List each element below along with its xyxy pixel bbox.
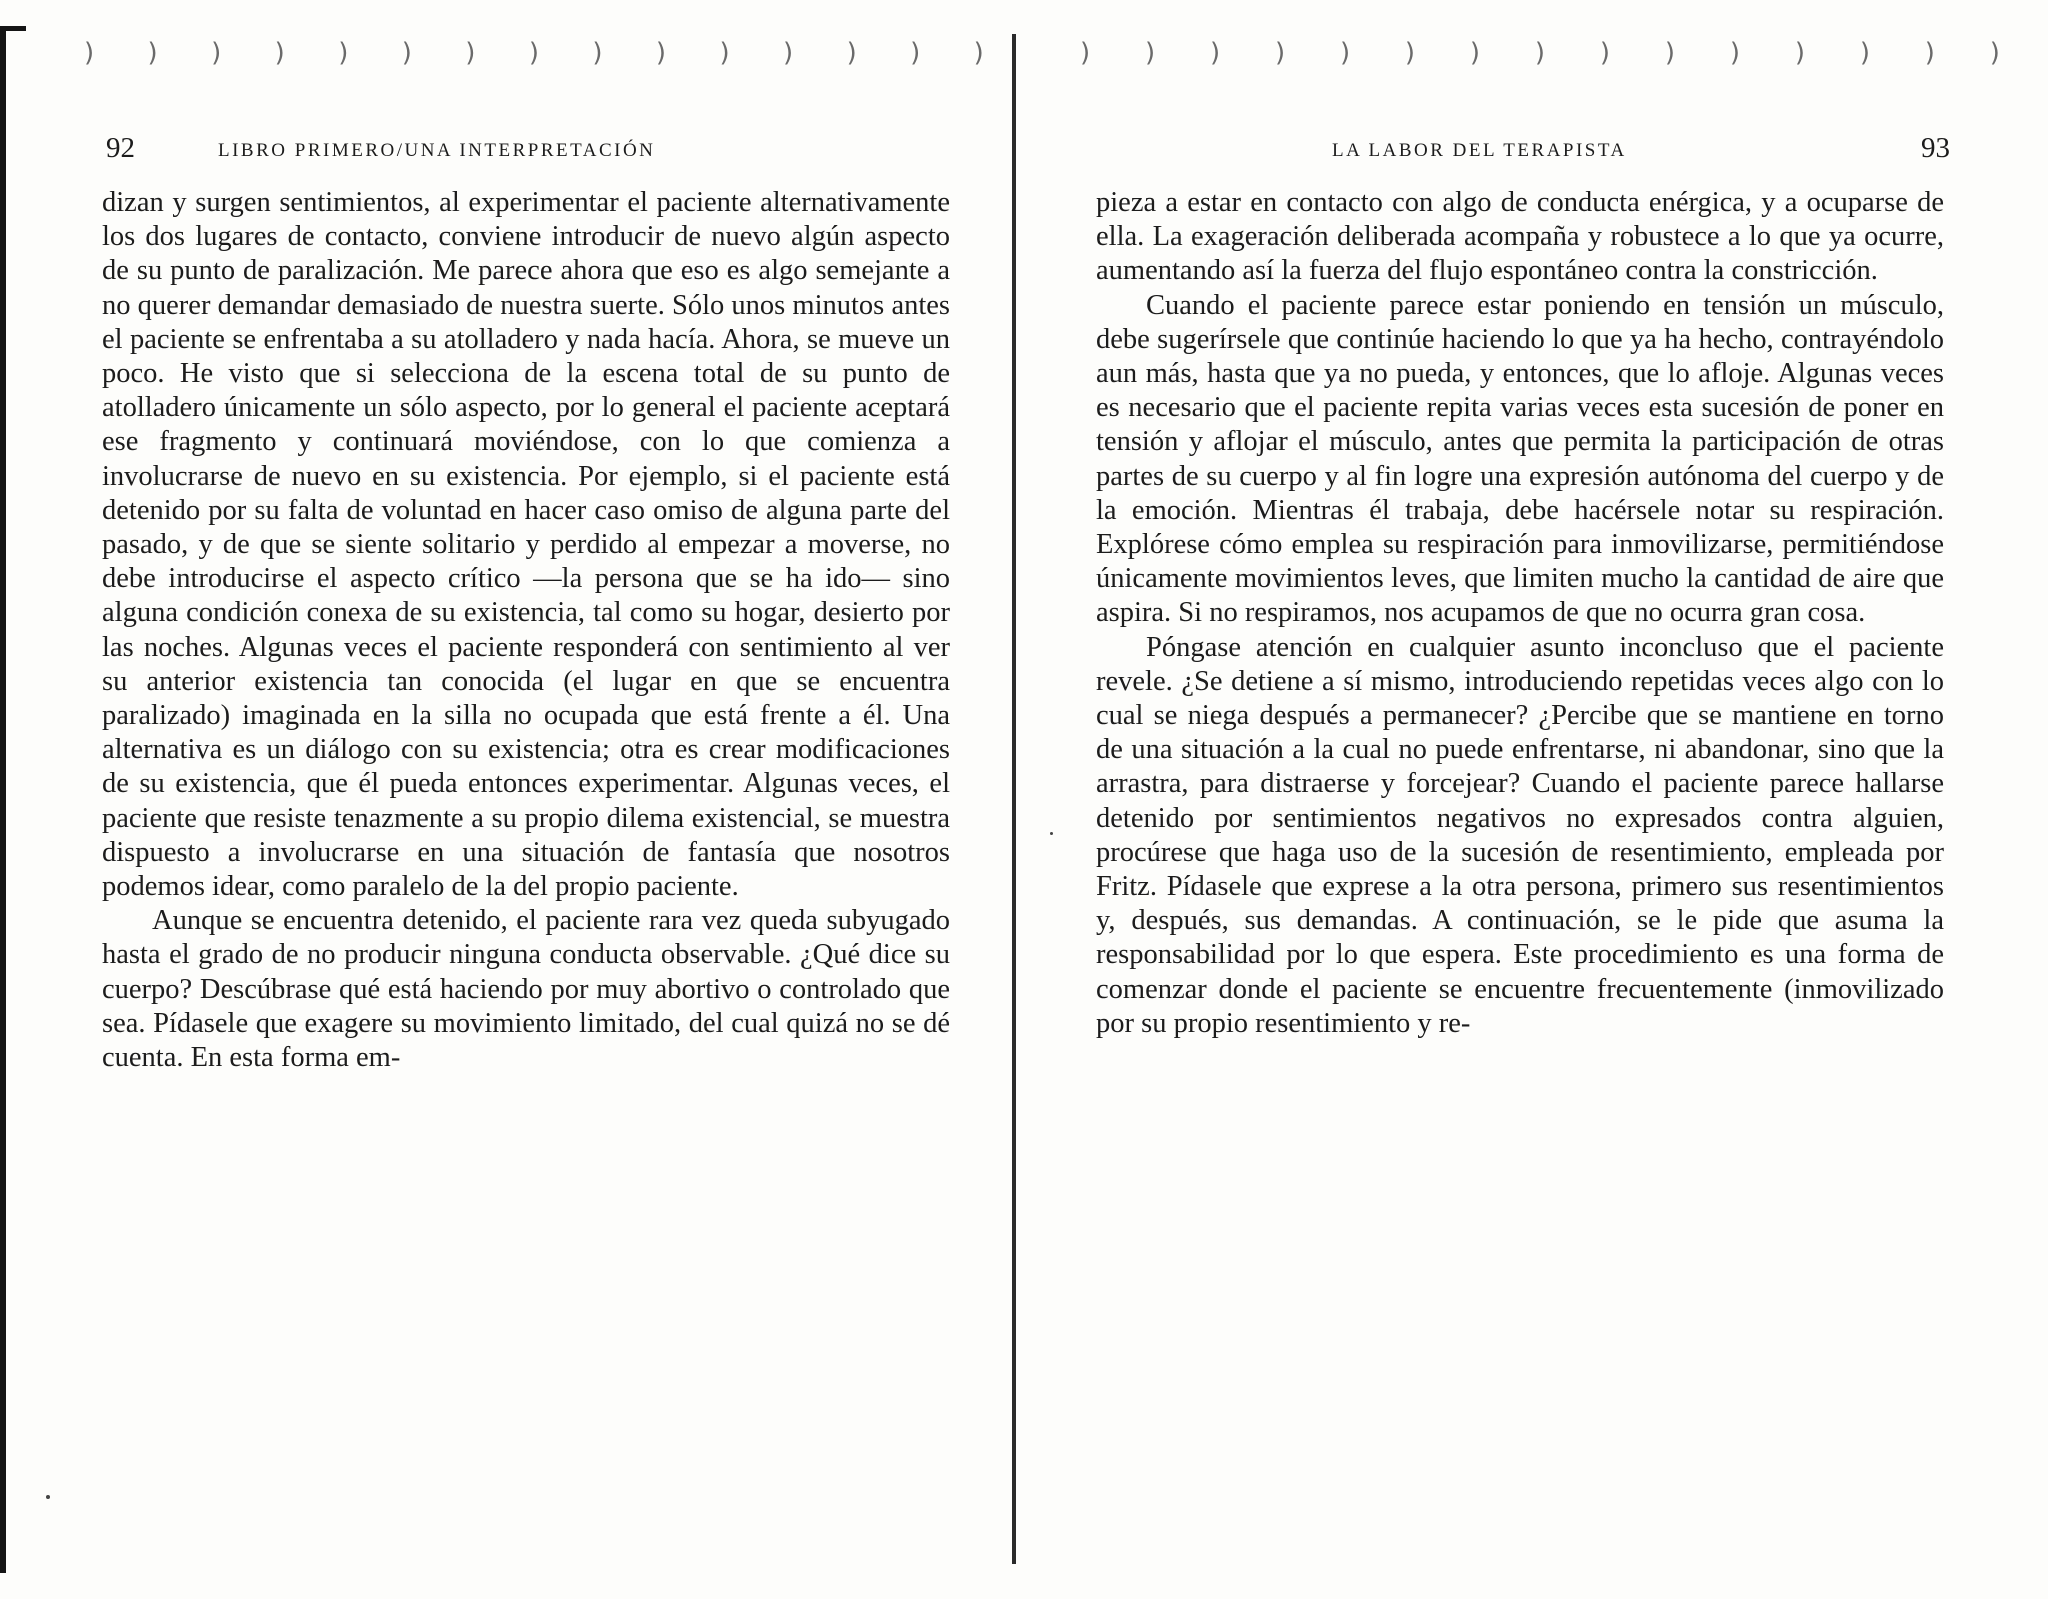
running-head-title: LIBRO PRIMERO/UNA INTERPRETACIÓN [218, 140, 656, 161]
left-page [102, 132, 950, 1075]
binding-mark: ) [1924, 38, 1935, 68]
binding-mark: ) [1144, 38, 1156, 68]
binding-mark: ) [1339, 38, 1351, 68]
binding-mark: ) [401, 38, 412, 68]
binding-marks-left [84, 38, 984, 68]
binding-mark: ) [1794, 38, 1805, 68]
paragraph: Aunque se encuentra detenido, el paciente rara vez queda subyugado hasta el grado de no producir ninguna conducta observable. ¿Qué dice su cuerpo? Descúbrase qué está haciendo por muy abortivo o controlado que sea. Pídasele que exagere su movimiento limitado, del cual quizá no se dé cuenta. En esta forma em- [102, 905, 950, 1074]
binding-mark: ) [910, 38, 921, 68]
right-page [1096, 132, 1950, 1041]
paragraph: pieza a estar en contacto con algo de conducta enérgica, y a ocuparse de ella. La exageración deliberada acompaña y robustece a lo que ya ocurre, aumentando así la fuerza del flujo espontáneo contra la constricción. [1096, 187, 1944, 287]
book-gutter [1012, 34, 1016, 1564]
running-head [102, 132, 950, 184]
binding-mark: ) [465, 38, 476, 68]
paragraph: Póngase atención en cualquier asunto inconcluso que el paciente revele. ¿Se detiene a sí mismo, introduciendo repetidas veces algo con lo cual se niega después a permanecer? ¿Percibe que se mantiene en torno de una situación a la cual no puede enfrentarse, ni abandonar, sino que la arrastra, para distraerse y forcejear? Cuando el paciente parece hallarse detenido por sentimientos negativos no expresados contra alguien, procúrese que haga uso de la sucesión de resentimiento, empleada por Fritz. Pídasele que exprese a la otra persona, primero sus resentimientos y, después, sus demandas. A continuación, se le pide que asuma la responsabilidad por lo que espera. Este procedimiento es una forma de comenzar donde el paciente se encuentre frecuentemente (inmovilizado por su propio resentimiento y re- [1096, 631, 1944, 1039]
scan-speck [1050, 832, 1053, 835]
binding-mark: ) [147, 38, 158, 68]
binding-mark: ) [1664, 38, 1676, 68]
page-number: 92 [106, 132, 135, 164]
page-body [1096, 186, 1944, 1041]
binding-mark: ) [211, 38, 222, 68]
scan-speck [46, 1495, 50, 1499]
binding-mark: ) [973, 38, 984, 68]
page-body [102, 186, 950, 1075]
binding-mark: ) [528, 38, 539, 68]
binding-mark: ) [1274, 38, 1286, 68]
binding-mark: ) [1599, 38, 1611, 68]
paragraph: dizan y surgen sentimientos, al experimentar el paciente alternativamente los dos lugares de contacto, conviene introducir de nuevo algún aspecto de su punto de paralización. Me parece ahora que eso es algo semejante a no querer demandar demasiado de nuestra suerte. Sólo unos minutos antes el paciente se enfrentaba a su atolladero y nada hacía. Ahora, se mueve un poco. He visto que si selecciona de la escena total de su punto de atolladero únicamente un sólo aspecto, por lo general el paciente aceptará ese fragmento y continuará moviéndose, con lo que comienza a involucrarse de nuevo en su existencia. Por ejemplo, si el paciente está detenido por su falta de voluntad en hacer caso omiso de alguna parte del pasado, y de que se siente solitario y perdido al empezar a moverse, no debe introducirse el aspecto crítico —la persona que se ha ido— sino alguna condición conexa de su existencia, tal como su hogar, desierto por las noches. Algunas veces el paciente responderá con sentimiento al ver su anterior existencia tan conocida (el lugar en que se encuentra paralizado) imaginada en la silla no ocupada que está frente a él. Una alternativa es un diálogo con su existencia; otra es crear modificaciones de su existencia, que él pueda entonces experimentar. Algunas veces, el paciente que resiste tenazmente a su propio dilema existencial, se muestra dispuesto a involucrarse en una situación de fantasía que nosotros podemos idear, como paralelo de la del propio paciente. [102, 187, 950, 903]
binding-mark: ) [84, 38, 95, 68]
running-head [1096, 132, 1950, 184]
binding-mark: ) [592, 38, 603, 68]
binding-mark: ) [1534, 38, 1546, 68]
page-number: 93 [1921, 132, 1950, 164]
binding-mark: ) [1404, 38, 1416, 68]
binding-mark: ) [1209, 38, 1221, 68]
binding-mark: ) [1859, 38, 1870, 68]
binding-mark: ) [338, 38, 349, 68]
binding-mark: ) [719, 38, 730, 68]
binding-mark: ) [274, 38, 285, 68]
binding-mark: ) [655, 38, 667, 68]
binding-mark: ) [783, 38, 794, 68]
binding-mark: ) [1469, 38, 1481, 68]
binding-mark: ) [1989, 38, 2000, 68]
binding-mark: ) [846, 38, 857, 68]
binding-mark: ) [1080, 38, 1091, 68]
binding-marks-right [1080, 38, 2000, 68]
running-head-title: LA LABOR DEL TERAPISTA [1332, 140, 1627, 161]
binding-mark: ) [1729, 38, 1740, 68]
scan-edge [0, 28, 6, 1573]
paragraph: Cuando el paciente parece estar poniendo en tensión un músculo, debe sugerírsele que continúe haciendo lo que ya ha hecho, contrayéndolo aun más, hasta que ya no pueda, y entonces, que lo afloje. Algunas veces es necesario que el paciente repita varias veces esta sucesión de poner en tensión y aflojar el músculo, antes que permita la participación de otras partes de su cuerpo y al fin logre una expresión autónoma del cuerpo y de la emoción. Mientras él trabaja, debe hacérsele notar su respiración. Explórese cómo emplea su respiración para inmovilizarse, permitiéndose únicamente movimientos leves, que limiten mucho la cantidad de aire que aspira. Si no respiramos, nos acupamos de que no ocurra gran cosa. [1096, 289, 1944, 629]
